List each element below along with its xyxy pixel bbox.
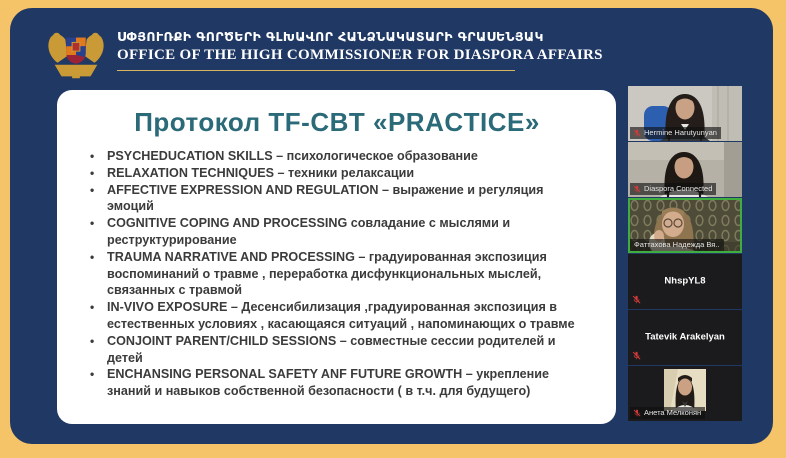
participant-name: Анета Мелконян [644,408,702,417]
bullet-item: • TRAUMA NARRATIVE AND PROCESSING – градуированная экспозиция воспоминаний о травме , переработка дисфункциональных мыслей, связанных с травмой [88,249,592,299]
participant-nameplate [630,127,721,139]
bullet-item: • ENCHANSING PERSONAL SAFETY ANF FUTURE GROWTH – укрепление знаний и навыков собственной безопасности ( в т.ч. для будущего) [88,366,592,400]
participant-name: Tatevik Arakelyan [645,330,725,342]
header-underline [117,70,515,71]
participant-nameplate [630,407,705,419]
slide-bullet-list [72,148,602,400]
header-title-english: OFFICE OF THE HIGH COMMISSIONER FOR DIASPORA AFFAIRS [117,47,603,63]
participant-name: Hermine Harutyunyan [644,128,717,137]
header-title-armenian: ՍՓՅՈՒՌՔԻ ԳՈՐԾԵՐԻ ԳԼԽԱՎՈՐ ՀԱՆՁՆԱԿԱՏԱՐԻ ԳՐԱՍԵՆՅԱԿ [117,29,544,44]
participant-name: Diaspora Connected [644,184,713,193]
bullet-item: • PSYCHEDUCATION SKILLS – психологическое образование [88,148,592,165]
muted-mic-icon [633,409,641,417]
participant-nameplate [630,239,724,251]
bullet-item: • COGNITIVE COPING AND PROCESSING совладание с мыслями и реструктурирование [88,215,592,249]
muted-mic-icon [633,129,641,137]
avatar-photo [664,369,706,411]
participant-tile-diaspora-connected[interactable] [628,142,742,197]
slide-title: Протокол TF-CBT «PRACTICE» [134,107,540,137]
participant-tile-fattakhova[interactable] [628,198,742,253]
presentation-slide [57,90,616,424]
muted-mic-icon [633,185,641,193]
participant-tile-tatevik[interactable] [628,310,742,365]
muted-mic-icon [632,295,641,304]
bullet-item: • CONJOINT PARENT/CHILD SESSIONS – совместные сессии родителей и детей [88,333,592,367]
participant-tile-aneta[interactable] [628,366,742,421]
participant-tile-hermine[interactable] [628,86,742,141]
header [45,26,603,83]
participant-name: Фаттахова Надежда Вя.. [634,240,720,249]
participant-name: NhspYL8 [664,274,706,286]
bullet-item: • RELAXATION TECHNIQUES – техники релаксации [88,165,592,182]
bullet-item: • IN-VIVO EXPOSURE – Десенсибилизация ,градуированная экспозиция в естественных условиях , касающаяся ситуаций , напоминающих о травме [88,299,592,333]
avatar [664,369,706,411]
meeting-window [10,8,773,444]
muted-mic-icon [632,351,641,360]
participant-tile-nhspyl8[interactable] [628,254,742,309]
bullet-item: • AFFECTIVE EXPRESSION AND REGULATION – выражение и регуляция эмоций [88,182,592,216]
armenia-coat-of-arms-icon [45,27,107,83]
participant-nameplate [630,183,716,195]
participants-strip [628,86,742,422]
